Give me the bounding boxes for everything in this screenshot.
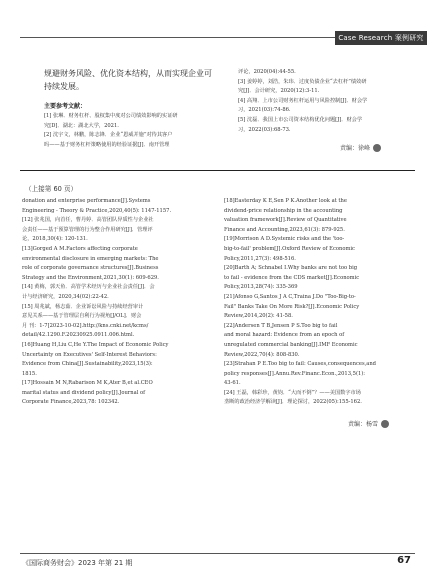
section-label: Case Research 案例研究: [335, 31, 427, 45]
ref-line: Corporate Finance,2023,78: 102342.: [22, 399, 120, 406]
ref-line: donation and enterprise performance[J].Systems: [22, 198, 151, 204]
ref-line: and moral hazard: Evidence from an epoch of: [224, 332, 345, 339]
continuation-note: （上接第 60 页）: [25, 185, 78, 193]
ref-line: 计与经济研究，2020,34(02):22-42.: [22, 293, 109, 300]
ref-line: [16]Huang H,Liu C,He Y.The Impact of Economic Policy: [22, 341, 169, 348]
ref-line: [14] 黄梅，郭天鱼．高管学术经历与企业社会责任[J]．会: [22, 284, 155, 291]
bottom-right-column: [224, 197, 420, 408]
ref-line: 评论，2020(04):44-55.: [238, 69, 296, 75]
ref-line: marital status and dividend policy[J].Journal of: [22, 389, 146, 396]
ref-line: Policy,2013,28(74): 335-369: [224, 284, 298, 291]
editor-label: 责编：杨雪: [348, 421, 379, 428]
ref-line: 习，2022(03):68-73.: [238, 126, 291, 133]
ref-line: 论，2018,30(4): 120-131.: [22, 236, 88, 243]
ref-line: [15] 周兆斌，杨志茹．企业诉讼风险与持续经营审计: [22, 303, 144, 310]
ref-line: [4] 高翔．上市公司财务杠杆运用与风险控制[J]．财会学: [238, 97, 368, 104]
top-right-column: [238, 68, 423, 135]
bottom-left-column: [22, 197, 220, 408]
editor-badge-icon: [381, 420, 389, 428]
ref-line: Fail" Banks Take On More Risk?[J].Economic Policy: [224, 303, 360, 310]
ref-line: 1815.: [22, 370, 37, 377]
ref-line: 会责任——基于预算管理的行为整合作用研究[J]．管理评: [22, 226, 153, 233]
ref-line: Evidence from China[J].Sustainability,2023,15(3):: [22, 361, 153, 368]
ref-line: Review,2022,70(4): 808-830.: [224, 351, 300, 358]
ref-line: 习，2021(03):74-86.: [238, 107, 291, 114]
page-number: 67: [397, 555, 411, 566]
ref-line: [21]Afonso G,Santos J A C,Traina J.Do "Too-Big-to-: [224, 293, 356, 300]
top-left-column: [44, 68, 234, 150]
ref-line: [3] 姜婷婷，刘浩，朱玮．过度负债企业“去杠杆”绩效研: [238, 78, 367, 85]
ref-line: 垄断的政治经济学解读[J]．理论探讨，2022(05):155-162.: [224, 399, 362, 406]
ref-line: 究[J]．会计研究，2020(12):3-11.: [238, 88, 320, 95]
ref-line: [1] 张琳．财务杠杆、股权集中度对公司绩效影响的实证研: [44, 113, 178, 119]
ref-line: to fail - evidence from the CDS market[J].Economic: [224, 274, 360, 281]
ref-line: [20]Barth A; Schnabel I.Why banks are not too big: [224, 265, 358, 272]
ref-line: 吗——基于财务杠杆策略使用的经验证据[J]．南开管理: [44, 141, 170, 148]
ref-line: unregulated commercial banking[J].IMF Economic: [224, 341, 358, 348]
ref-line: Review,2014,20(2): 41-58.: [224, 313, 293, 320]
ref-line: [17]Hossain M N,Rabarison M K,Ater B,et al.CEO: [22, 380, 153, 387]
editor-label: 责编：徐峰: [340, 145, 371, 152]
ref-line: 43-61.: [224, 380, 241, 387]
header-rule: [20, 37, 337, 38]
footer-rule: [20, 553, 415, 554]
ref-line: Strategy and the Environment,2021,30(1): 609-629.: [22, 274, 159, 281]
editor-credit-top: [340, 143, 381, 152]
body-line-2: 持续发展。: [44, 81, 84, 91]
ref-line: 月 刊：1-7[2023-10-02].http://kns.cnki.net/kcms/: [22, 322, 149, 329]
ref-line: Finance and Accounting,2023,61(3): 879-925.: [224, 226, 345, 233]
ref-line: dividend-price relationship in the accounting: [224, 207, 343, 214]
ref-line: valuation framework[J].Review of Quantitative: [224, 217, 347, 224]
ref-line: [24] 王磊，韩彩珍，黄钧．“大而不倒”？——美国数字市场: [224, 389, 361, 396]
ref-line: 究[D]．湖北：湖北大学，2021.: [44, 122, 119, 129]
ref-line: environmental disclosure in emerging markets: The: [22, 255, 159, 262]
ref-line: detail/42.1290.F.20230925.0911.006.html.: [22, 332, 135, 339]
ref-line: [5] 沈磊．我国上市公司资本结构优化问题[J]．财会学: [238, 116, 363, 123]
ref-line: Policy,2011,27(3): 498-516.: [224, 255, 296, 262]
ref-line: 意见关系——基于管理层自利行为视角[J/OL]．财会: [22, 313, 142, 320]
ref-line: [19]Morrison A D.Systemic risks and the 'too-: [224, 236, 345, 243]
ref-line: [22]Andersen T B,Jensen P S.Too big to fail: [224, 322, 338, 329]
ref-line: Uncertainty on Executives' Self-Interest Behaviors:: [22, 351, 157, 358]
ref-line: big-to-fail' problem[J].Oxford Review of Economic: [224, 245, 355, 252]
journal-issue: 《国际商务财会》2023 年第 21 期: [22, 559, 133, 567]
ref-line: Engineering - Theory & Practice,2020,40(5): 1147-1157.: [22, 207, 172, 214]
ref-line: [13]Gorged A M.Factors affecting corporate: [22, 245, 138, 252]
ref-line: policy responses[J].Annu.Rev.Financ.Econ.,2013,5(1):: [224, 370, 366, 377]
ref-line: [18]Easterday K E,Sen P K.Another look at the: [224, 198, 347, 204]
refs-title: 主要参考文献：: [44, 103, 87, 110]
editor-credit-bottom: [348, 419, 389, 428]
ref-line: [23]Strahan P E.Too big to fail: Causes,consequences,and: [224, 361, 377, 368]
ref-line: role of corporate governance structures[J].Business: [22, 265, 159, 272]
ref-line: [12] 张兆国，向首任，曹丹婷．高管团队异质性与企业社: [22, 217, 154, 224]
body-line-1: 规避财务风险、优化资本结构，从而实现企业可: [44, 69, 212, 78]
section-divider: [20, 170, 415, 171]
ref-line: [2] 沈宇文，林鹏，陈志锋．企业“恩威并施”对待其客户: [44, 132, 173, 139]
editor-badge-icon: [373, 144, 381, 152]
